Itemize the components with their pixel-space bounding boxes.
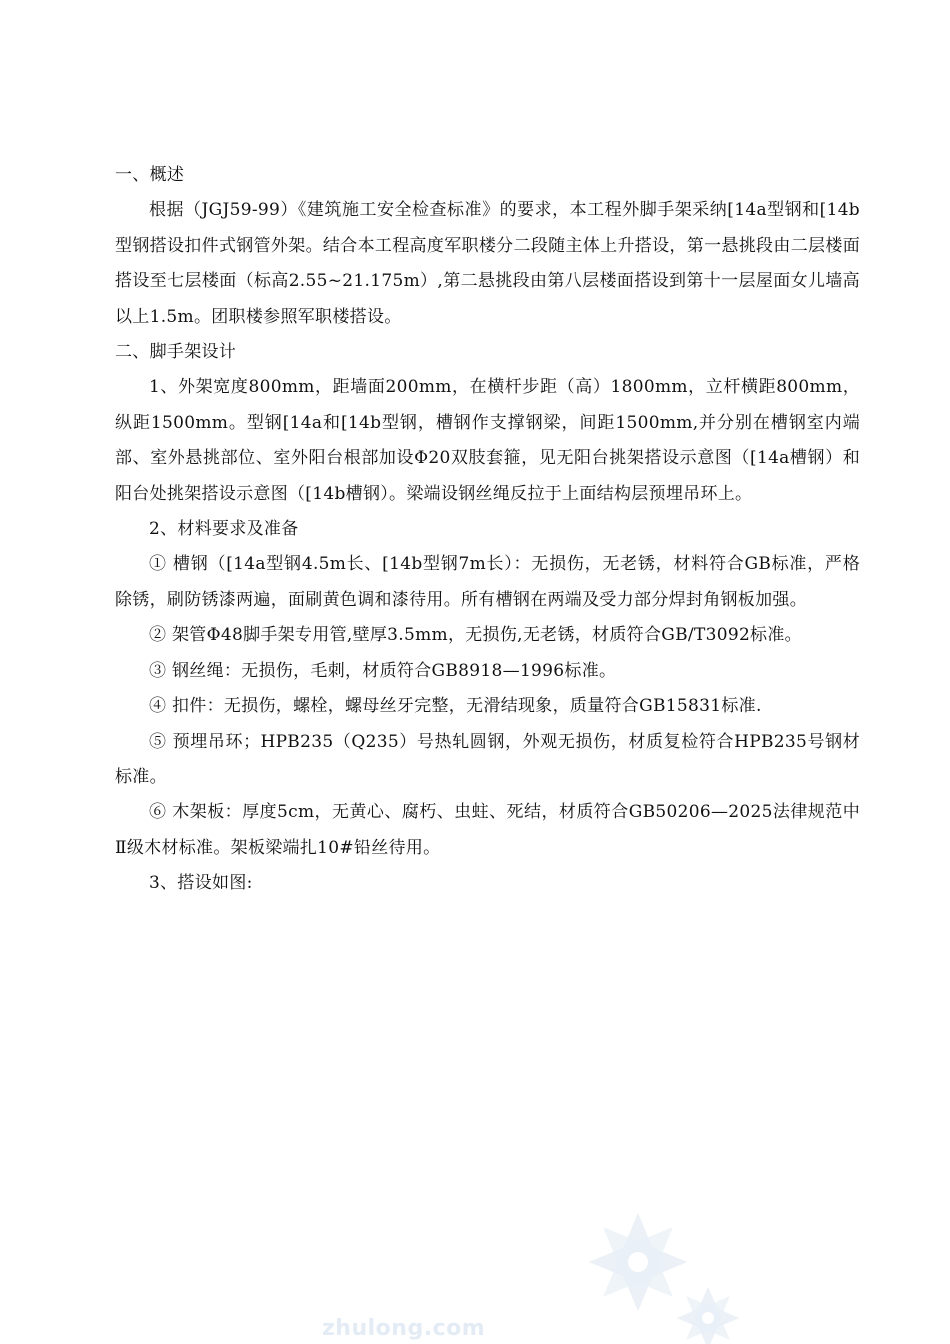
material-item-channel-steel: ① 槽钢（[14a型钢4.5m长、[14b型钢7m长）：无损伤，无老锈，材料符合GB标准，严格除锈，刷防锈漆两遍，面刷黄色调和漆待用。所有槽钢在两端及受力部分焊封角钢板加强。 <box>115 554 860 610</box>
snowflake-logo <box>540 1210 800 1344</box>
material-item-fasteners: ④ 扣件：无损伤，螺栓，螺母丝牙完整，无滑结现象，质量符合GB15831标准. <box>149 696 762 717</box>
material-item-steel-pipe: ② 架管Φ48脚手架专用管,壁厚3.5mm，无损伤,无老锈，材质符合GB/T3092标准。 <box>149 625 802 646</box>
material-item-lifting-ring: ⑤ 预埋吊环；HPB235（Q235）号热轧圆钢，外观无损伤，材质复检符合HPB235号钢材标准。 <box>115 731 860 787</box>
material-item-wire-rope: ③ 钢丝绳：无损伤，毛刺，材质符合GB8918—1996标准。 <box>149 660 617 681</box>
paragraph-scaffold-dimensions: 1、外架宽度800mm，距墙面200mm，在横杆步距（高）1800mm，立杆横距800mm，纵距1500mm。型钢[14a和[14b型钢，槽钢作支撑钢梁，间距1500mm,并分别在槽钢室内端部、室外悬挑部位、室外阳台根部加设Φ20双肢套箍，见无阳台挑架搭设示意图（[14a槽钢）和阳台处挑架搭设示意图（[14b槽钢）。梁端设钢丝绳反拉于上面结构层预埋吊环上。 <box>115 377 860 504</box>
watermark-text: zhulong.com <box>322 1316 486 1341</box>
paragraph-material-requirements: 2、材料要求及准备 <box>149 519 299 540</box>
paragraph-erection-diagram: 3、搭设如图: <box>149 873 253 894</box>
material-item-wood-board: ⑥ 木架板：厚度5cm，无黄心、腐朽、虫蛀、死结，材质符合GB50206—2025法律规范中Ⅱ级木材标准。架板梁端扎10#铅丝待用。 <box>115 802 860 858</box>
paragraph-overview: 根据（JGJ59-99）《建筑施工安全检查标准》的要求，本工程外脚手架采纳[14a型钢和[14b型钢搭设扣件式钢管外架。结合本工程高度军职楼分二段随主体上升搭设，第一悬挑段由二层楼面搭设至七层楼面（标高2.55~21.175m）,第二悬挑段由第八层楼面搭设到第十一层屋面女儿墙高以上1.5m。团职楼参照军职楼搭设。 <box>115 200 860 327</box>
section-heading-scaffold-design: 二、脚手架设计 <box>115 342 237 363</box>
document-body <box>115 158 860 902</box>
section-heading-overview: 一、概述 <box>115 165 185 185</box>
